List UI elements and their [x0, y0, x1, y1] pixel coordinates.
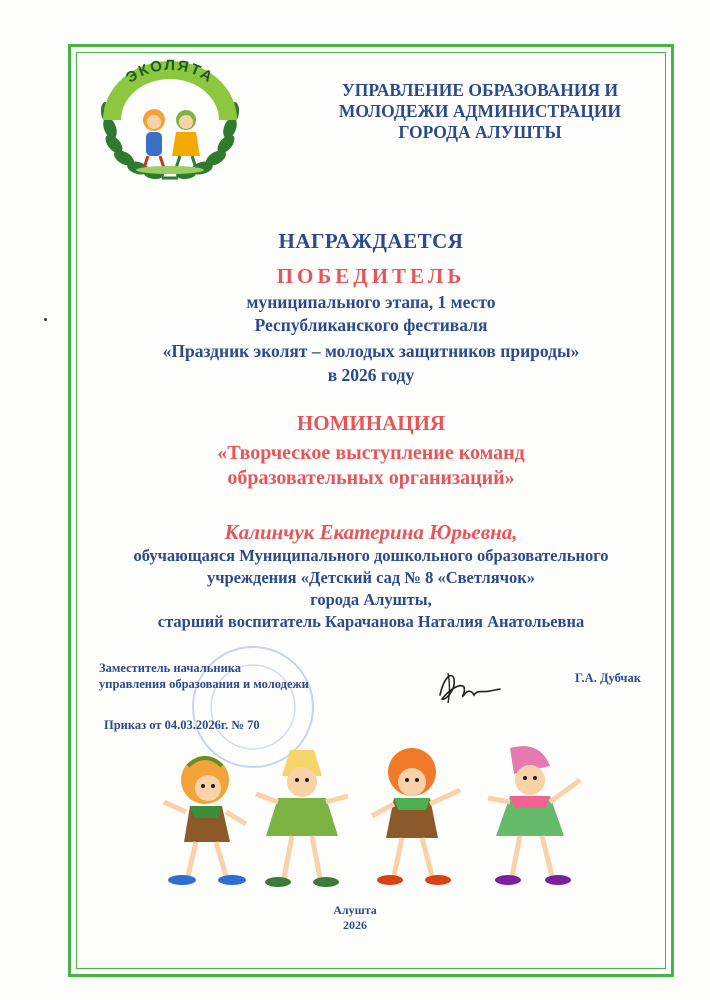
- award-line-2: Республиканского фестиваля: [254, 315, 488, 335]
- svg-text:ЭКОЛЯТА: [123, 58, 217, 87]
- nomination-heading: НОМИНАЦИЯ: [296, 411, 446, 435]
- award-line-3: «Праздник эколят – молодых защитников природы»: [162, 341, 580, 361]
- footer-year: 2026: [343, 918, 367, 932]
- recipient-description: [76, 545, 666, 633]
- award-line-1: муниципального этапа, 1 место: [246, 292, 496, 312]
- ekolyata-characters-illustration: [150, 740, 620, 900]
- awarded-heading: НАГРАЖДАЕТСЯ: [278, 229, 464, 253]
- recipient-name: Калинчук Екатерина Юрьевна,: [224, 520, 518, 544]
- nomination-name: [76, 441, 666, 491]
- nomination-name-line-1: «Творческое выступление команд: [217, 442, 525, 464]
- issuer-line-2: МОЛОДЕЖИ АДМИНИСТРАЦИИ: [338, 101, 622, 121]
- scan-speck: [44, 318, 47, 321]
- recipient-desc-line-3: города Алушты,: [310, 590, 432, 609]
- signatory-name: Г.А. Дубчак: [575, 671, 641, 685]
- ekolyata-logo: [92, 58, 248, 184]
- issuer-header: [300, 80, 660, 143]
- footer-city: Алушта: [333, 903, 377, 917]
- issuer-line-1: УПРАВЛЕНИЕ ОБРАЗОВАНИЯ И: [341, 80, 619, 100]
- recipient-desc-line-2: учреждения «Детский сад № 8 «Светлячок»: [206, 568, 536, 587]
- handwritten-signature: [430, 665, 505, 710]
- winner-heading: ПОБЕДИТЕЛЬ: [276, 264, 466, 288]
- signatory-title-line-1: Заместитель начальника: [99, 661, 242, 675]
- order-reference: Приказ от 04.03.2026г. № 70: [104, 718, 260, 732]
- issuer-line-3: ГОРОДА АЛУШТЫ: [398, 122, 562, 142]
- logo-arc-text: ЭКОЛЯТА: [123, 58, 217, 87]
- award-line-4: в 2026 году: [327, 365, 415, 385]
- signatory-title: [99, 660, 309, 692]
- recipient-desc-line-1: обучающаяся Муниципального дошкольного образовательного: [133, 546, 609, 565]
- recipient-desc-line-4: старший воспитатель Карачанова Наталия Анатольевна: [157, 612, 585, 631]
- nomination-name-line-2: образовательных организаций»: [227, 467, 515, 489]
- signatory-title-line-2: управления образования и молодежи: [99, 677, 309, 691]
